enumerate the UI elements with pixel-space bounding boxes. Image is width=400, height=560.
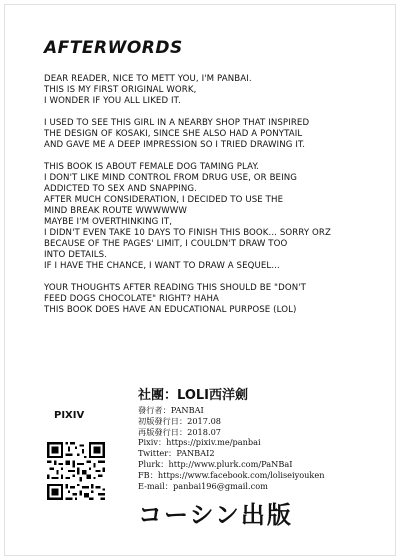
text-line: I DON'T LIKE MIND CONTROL FROM DRUG USE, OR BEING [44, 173, 298, 183]
pixiv-label: PIXIV [54, 410, 85, 421]
text-line: MIND BREAK ROUTE WWWWWW [44, 206, 187, 216]
text-line: DEAR READER, NICE TO METT YOU, I'M PANBAI. [44, 74, 252, 84]
text-line: I WONDER IF YOU ALL LIKED IT. [44, 96, 181, 106]
afterword-text [44, 74, 384, 327]
text-line: THIS BOOK DOES HAVE AN EDUCATIONAL PURPOSE (LOL) [44, 305, 297, 315]
facebook-link[interactable]: FB：https://www.facebook.com/loliseiyouken [138, 469, 325, 480]
publisher-logo: コーシン出版 [138, 500, 293, 529]
plurk-link[interactable]: Plurk：http://www.plurk.com/PaNBaI [138, 458, 293, 469]
text-line: AND GAVE ME A DEEP IMPRESSION SO I TRIED DRAWING IT. [44, 140, 306, 150]
text-line: MAYBE I'M OVERTHINKING IT, [44, 217, 173, 227]
paragraph-2 [44, 118, 384, 151]
credits-block [138, 384, 378, 491]
email-link[interactable]: E-mail：panbai196@gmail.com [138, 480, 268, 491]
paragraph-1 [44, 74, 384, 107]
first-edition-row: 初版發行日：2017.08 [138, 415, 221, 426]
text-line: AFTER MUCH CONSIDERATION, I DECIDED TO USE THE [44, 195, 284, 205]
text-line: YOUR THOUGHTS AFTER READING THIS SHOULD BE "DON'T [44, 283, 307, 293]
text-line: I DIDN'T EVEN TAKE 10 DAYS TO FINISH THIS BOOK... SORRY ORZ [44, 228, 331, 238]
paragraph-4 [44, 283, 384, 316]
reprint-row: 再版發行日：2018.07 [138, 426, 221, 437]
twitter-link[interactable]: Twitter：PANBAI2 [138, 448, 215, 459]
publisher-row: 發行者：PANBAI [138, 405, 204, 415]
text-line: INTO DETAILS. [44, 250, 108, 260]
text-line: BECAUSE OF THE PAGES' LIMIT, I COULDN'T DRAW TOO [44, 239, 288, 249]
qr-code-icon[interactable] [47, 442, 105, 500]
text-line: ADDICTED TO SEX AND SNAPPING. [44, 184, 197, 194]
text-line: IF I HAVE THE CHANCE, I WANT TO DRAW A SEQUEL... [44, 261, 280, 271]
circle-name: 社團：LOLI西洋劍 [138, 388, 248, 403]
text-line: THIS BOOK IS ABOUT FEMALE DOG TAMING PLAY. [44, 162, 259, 172]
page-title: AFTERWORDS [44, 38, 183, 58]
paragraph-3 [44, 162, 384, 272]
text-line: THIS IS MY FIRST ORIGINAL WORK, [44, 85, 197, 95]
text-line: THE DESIGN OF KOSAKI, SINCE SHE ALSO HAD A PONYTAIL [44, 129, 303, 139]
pixiv-link[interactable]: Pixiv：https://pixiv.me/panbai [138, 437, 261, 448]
text-line: FEED DOGS CHOCOLATE" RIGHT? HAHA [44, 294, 219, 304]
text-line: I USED TO SEE THIS GIRL IN A NEARBY SHOP THAT INSPIRED [44, 118, 310, 128]
